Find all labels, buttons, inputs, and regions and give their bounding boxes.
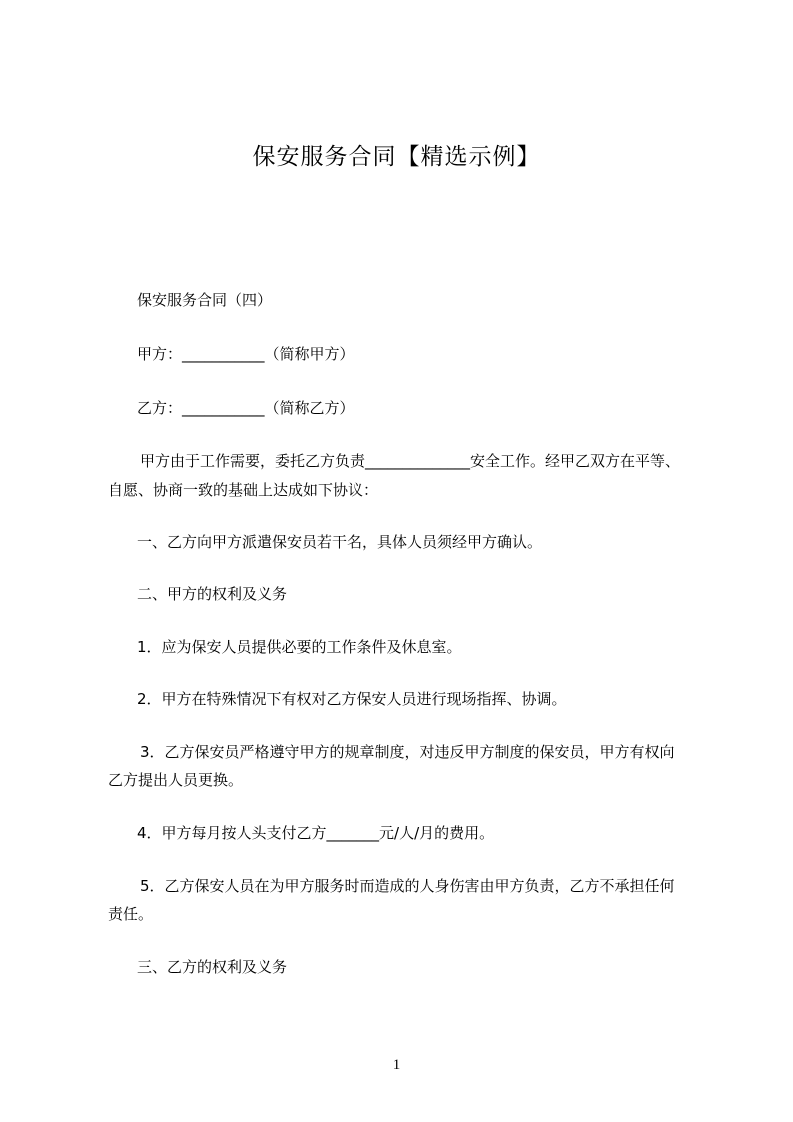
clause-2-item-4: 4．甲方每月按人头支付乙方_______元/人/月的费用。 [137,824,495,842]
intro-paragraph-line-1: 甲方由于工作需要，委托乙方负责______________安全工作。经甲乙双方在平等、 [140,452,681,470]
page-number: 1 [392,1057,401,1073]
contract-subtitle: 保安服务合同（四） [137,291,273,309]
clause-1: 一、乙方向甲方派遣保安员若干名，具体人员须经甲方确认。 [137,533,543,551]
clause-3-heading: 三、乙方的权利及义务 [137,958,288,976]
clause-2-item-2: 2．甲方在特殊情况下有权对乙方保安人员进行现场指挥、协调。 [137,690,567,708]
clause-2-item-5-line-1: 5．乙方保安人员在为甲方服务时而造成的人身伤害由甲方负责，乙方不承担任何 [140,877,675,895]
clause-2-item-3-line-1: 3．乙方保安员严格遵守甲方的规章制度，对违反甲方制度的保安员，甲方有权向 [140,743,675,761]
party-b-line: 乙方：___________（简称乙方） [137,399,355,417]
party-a-line: 甲方：___________（简称甲方） [137,345,355,363]
intro-paragraph-line-2: 自愿、协商一致的基础上达成如下协议： [108,481,379,499]
clause-2-item-3-line-2: 乙方提出人员更换。 [108,771,244,789]
page-title: 保安服务合同【精选示例】 [252,144,541,170]
clause-2-heading: 二、甲方的权利及义务 [137,585,288,603]
clause-2-item-5-line-2: 责任。 [108,905,154,923]
clause-2-item-1: 1．应为保安人员提供必要的工作条件及休息室。 [137,638,462,656]
